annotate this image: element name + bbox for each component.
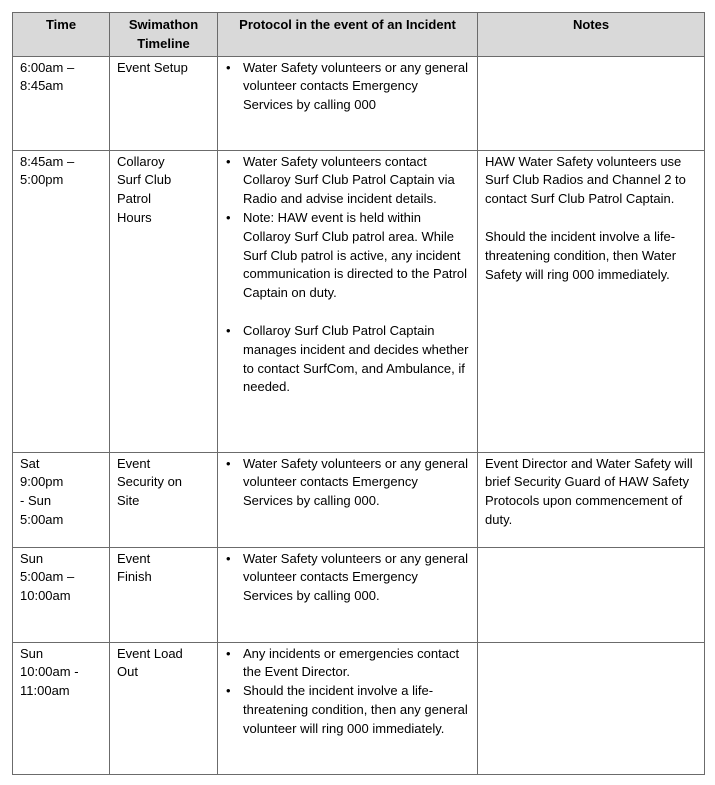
- notes-cell: [478, 642, 705, 774]
- protocol-list: [225, 455, 471, 511]
- protocol-item: • Water Safety volunteers contact Collaroy Surf Club Patrol Captain via Radio and advise incident details.: [243, 153, 471, 209]
- timeline-cell: [110, 642, 218, 774]
- time-text: Sun 10:00am - 11:00am: [20, 645, 79, 699]
- timeline-text: Event Finish: [117, 550, 152, 585]
- protocol-list: [225, 153, 471, 398]
- time-text: Sat 9:00pm - Sun 5:00am: [20, 455, 64, 527]
- timeline-text: Event Load Out: [117, 645, 183, 680]
- time-cell: [13, 452, 110, 547]
- note-text: Should the incident involve a life-threatening condition, then Water Safety will ring 000 immediately.: [485, 228, 677, 282]
- time-text: 6:00am – 8:45am: [20, 59, 75, 94]
- time-cell: [13, 547, 110, 642]
- header-protocol: Protocol in the event of an Incident: [218, 13, 478, 57]
- notes-cell: [478, 56, 705, 150]
- time-cell: [13, 56, 110, 150]
- header-notes: Notes: [478, 13, 705, 57]
- protocol-item: • Water Safety volunteers or any general volunteer contacts Emergency Services by calling 000.: [243, 550, 471, 606]
- incident-protocol-table: [12, 12, 705, 775]
- protocol-cell: [218, 150, 478, 452]
- header-timeline: Swimathon Timeline: [110, 13, 218, 57]
- table-row: [13, 452, 705, 547]
- header-time: Time: [13, 13, 110, 57]
- protocol-cell: [218, 642, 478, 774]
- protocol-item: • Note: HAW event is held within Collaroy Surf Club patrol area. While Surf Club patrol is active, any incident communication is directed to the Patrol Captain on duty.: [243, 209, 471, 303]
- notes-cell: [478, 150, 705, 452]
- header-row: [13, 13, 705, 57]
- protocol-item: • Collaroy Surf Club Patrol Captain manages incident and decides whether to contact SurfCom, and Ambulance, if needed.: [243, 322, 471, 397]
- protocol-cell: [218, 547, 478, 642]
- timeline-cell: [110, 150, 218, 452]
- notes-cell: [478, 452, 705, 547]
- protocol-cell: [218, 452, 478, 547]
- table-row: [13, 547, 705, 642]
- timeline-cell: Event Setup: [110, 56, 218, 150]
- protocol-item: • Any incidents or emergencies contact the Event Director.: [243, 645, 471, 683]
- timeline-cell: [110, 452, 218, 547]
- table-row: [13, 150, 705, 452]
- note-text: HAW Water Safety volunteers use Surf Club Radios and Channel 2 to contact Surf Club Patrol Captain.: [485, 153, 686, 207]
- notes-cell: [478, 547, 705, 642]
- time-text: Sun 5:00am – 10:00am: [20, 550, 75, 604]
- protocol-list: [225, 645, 471, 739]
- timeline-text: Collaroy Surf Club Patrol Hours: [117, 153, 172, 225]
- protocol-cell: [218, 56, 478, 150]
- protocol-list: [225, 59, 471, 115]
- time-text: 8:45am – 5:00pm: [20, 153, 75, 188]
- time-cell: [13, 642, 110, 774]
- timeline-text: Event Security on Site: [117, 455, 183, 509]
- timeline-cell: [110, 547, 218, 642]
- protocol-item: • Water Safety volunteers or any general volunteer contacts Emergency Services by calling 000.: [243, 455, 471, 511]
- note-text: Event Director and Water Safety will brief Security Guard of HAW Safety Protocols upon commencement of duty.: [485, 455, 693, 527]
- table-row: [13, 642, 705, 774]
- time-cell: [13, 150, 110, 452]
- protocol-item: • Should the incident involve a life-threatening condition, then any general volunteer will ring 000 immediately.: [243, 682, 471, 738]
- protocol-list: [225, 550, 471, 606]
- table-row: [13, 56, 705, 150]
- protocol-item: • Water Safety volunteers or any general volunteer contacts Emergency Services by calling 000: [243, 59, 471, 115]
